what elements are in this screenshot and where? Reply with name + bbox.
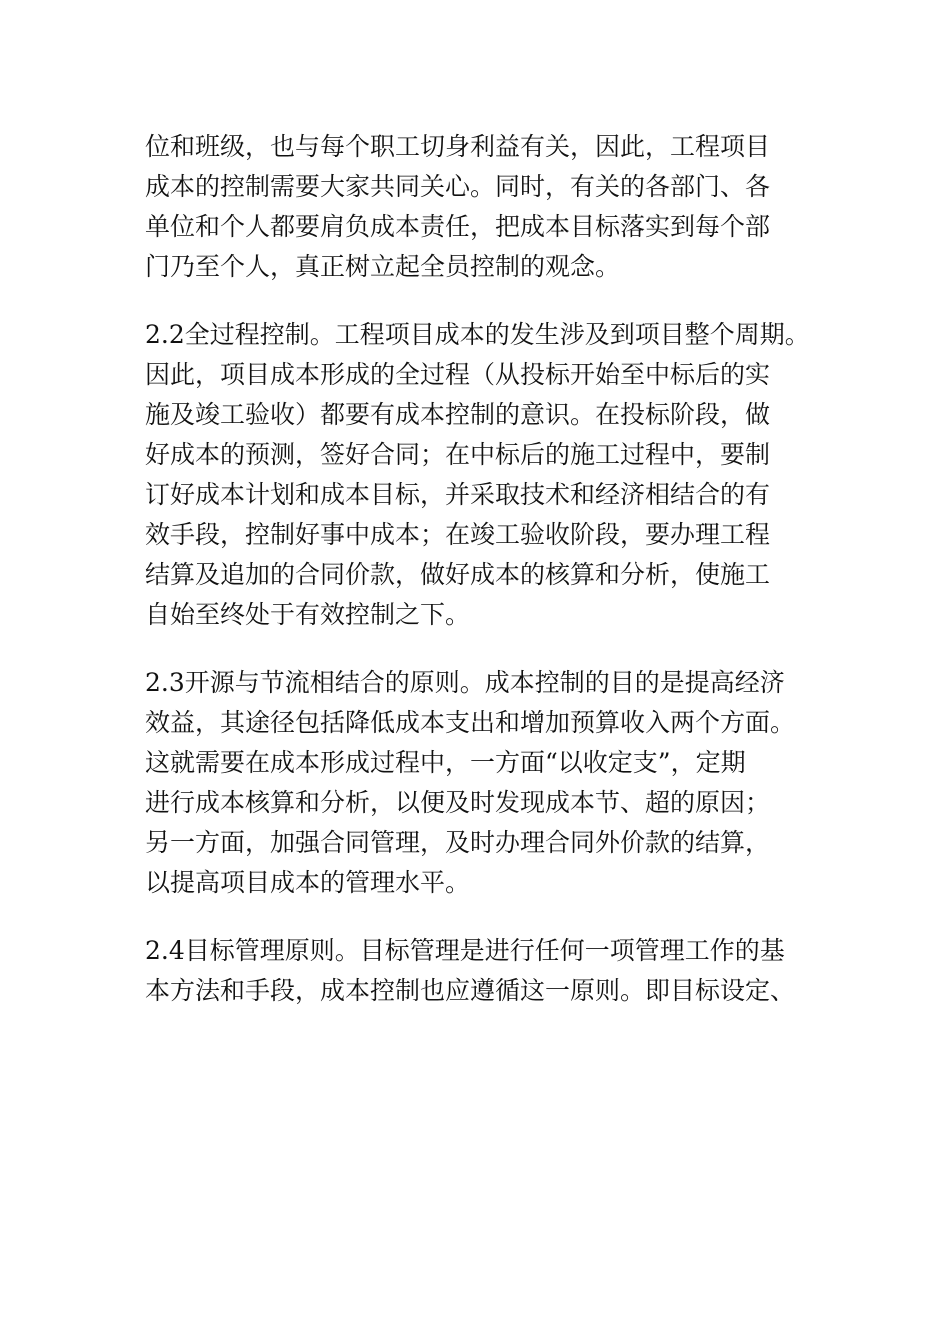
paragraph-2-2-whole-process <box>145 315 925 635</box>
text-line: 2.4目标管理原则。目标管理是进行任何一项管理工作的基 <box>145 936 785 965</box>
text-line: 成本的控制需要大家共同关心。同时，有关的各部门、各 <box>145 172 771 201</box>
text-line: 自始至终处于有效控制之下。 <box>145 600 471 629</box>
text-line: 2.2全过程控制。工程项目成本的发生涉及到项目整个周期。 <box>145 320 810 349</box>
text-line: 进行成本核算和分析，以便及时发现成本节、超的原因； <box>145 788 771 817</box>
text-line: 结算及追加的合同价款，做好成本的核算和分析，使施工 <box>145 560 771 589</box>
text-line: 施及竣工验收）都要有成本控制的意识。在投标阶段，做 <box>145 400 771 429</box>
text-line: 位和班级，也与每个职工切身利益有关，因此，工程项目 <box>145 132 771 161</box>
document-body <box>145 127 925 1039</box>
text-line: 好成本的预测，签好合同；在中标后的施工过程中，要制 <box>145 440 771 469</box>
text-line: 本方法和手段，成本控制也应遵循这一原则。即目标设定、 <box>145 976 796 1005</box>
paragraph-full-participation <box>145 127 925 287</box>
text-line: 订好成本计划和成本目标，并采取技术和经济相结合的有 <box>145 480 771 509</box>
text-line: 门乃至个人，真正树立起全员控制的观念。 <box>145 252 621 281</box>
text-line: 因此，项目成本形成的全过程（从投标开始至中标后的实 <box>145 360 771 389</box>
text-line: 单位和个人都要肩负成本责任，把成本目标落实到每个部 <box>145 212 771 241</box>
text-line: 另一方面，加强合同管理，及时办理合同外价款的结算， <box>145 828 771 857</box>
text-line: 这就需要在成本形成过程中，一方面“以收定支”，定期 <box>145 748 746 777</box>
text-line: 2.3开源与节流相结合的原则。成本控制的目的是提高经济 <box>145 668 785 697</box>
text-line: 效益，其途径包括降低成本支出和增加预算收入两个方面。 <box>145 708 796 737</box>
paragraph-2-4-target-management <box>145 931 925 1011</box>
text-line: 效手段，控制好事中成本；在竣工验收阶段，要办理工程 <box>145 520 771 549</box>
paragraph-2-3-open-source <box>145 663 925 903</box>
text-line: 以提高项目成本的管理水平。 <box>145 868 471 897</box>
